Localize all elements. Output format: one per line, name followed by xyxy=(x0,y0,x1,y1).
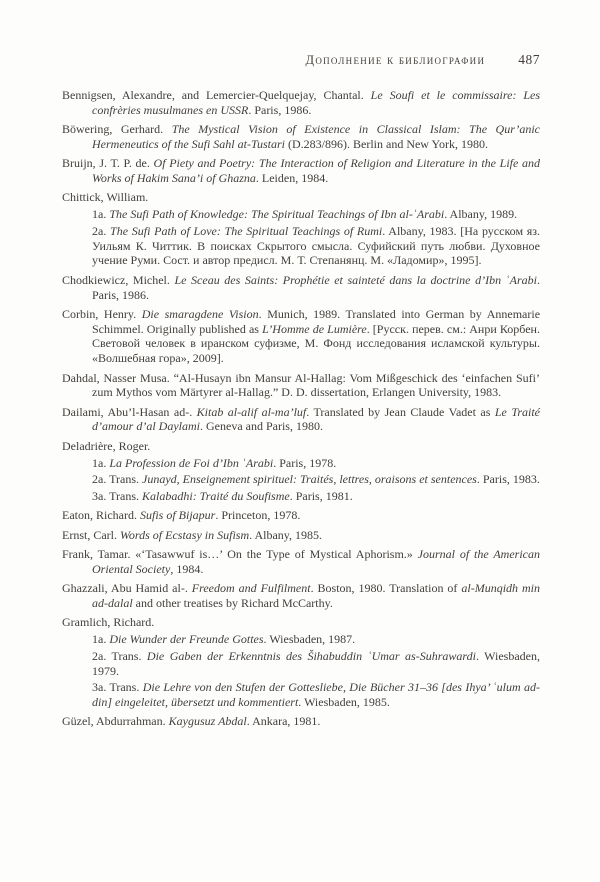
bib-entry-text: Deladrière, Roger. xyxy=(62,438,151,453)
bib-entry-text: Frank, Tamar. «‘Tasawwuf is…’ On the Type of Mystical Aphorism.» Journal of the American Oriental Society, 1984. xyxy=(62,547,540,576)
bib-entry-text: Dahdal, Nasser Musa. “Al-Husayn ibn Mansur Al-Hallag: Vom Mißgeschick des ‘einfachen Sufi’ zum Mythos vom Märtyrer al-Hallag.” D. D. dissertation, Erlangen University, 1983. xyxy=(62,370,540,400)
bib-entry xyxy=(62,581,540,611)
bib-entry xyxy=(62,190,540,268)
bib-entry-text: Corbin, Henry. Die smaragdene Vision. Munich, 1989. Translated into German by Annemarie Schimmel. Originally published as L’Homme de Lumière. [Русск. перев. см.: Анри Корбен. Световой человек в иранском суфизме, М. Фонд исследования исламской культуры. «Волшебная гора», 2009]. xyxy=(62,306,541,366)
bib-entry-text: Chodkiewicz, Michel. Le Sceau des Saints: Prophétie et sainteté dans la doctrine d’Ibn ʿArabi. Paris, 1986. xyxy=(62,272,540,302)
bib-entry-text: Dailami, Abu’l-Hasan ad-. Kitab al-alif al-ma’luf. Translated by Jean Claude Vadet as Le Traité d’amour d’al Daylami. Geneva and Paris, 1980. xyxy=(62,404,540,434)
bib-subentry-text: 1a. The Sufi Path of Knowledge: The Spiritual Teachings of Ibn al-ʿArabi. Albany, 1989. xyxy=(92,207,518,222)
bib-entry-text: Böwering, Gerhard. The Mystical Vision of Existence in Classical Islam: The Qur’anic Hermeneutics of the Sufi Sahl at-Tustari (D.283/896). Berlin and New York, 1980. xyxy=(62,122,540,151)
bibliography-list xyxy=(62,88,540,729)
bib-entry xyxy=(62,439,540,504)
bib-subentry-text: 3a. Trans. Kalabadhi: Traité du Soufisme. Paris, 1981. xyxy=(92,489,353,504)
bib-entry xyxy=(62,615,540,710)
bib-entry xyxy=(62,714,540,729)
bib-subentry-text: 2a. The Sufi Path of Love: The Spiritual Teachings of Rumi. Albany, 1983. [На русском яз. Уильям К. Читтик. В поисках Скрытого смысла. Суфийский путь любви. Духовное учение Руми. Сост. и автор предисл. М. Т. Степанянц. М. «Ладомир», 1995]. xyxy=(92,223,540,268)
bib-entry-text: Eaton, Richard. Sufis of Bijapur. Princeton, 1978. xyxy=(62,508,301,523)
bib-entry xyxy=(62,405,540,435)
bib-entry xyxy=(62,371,540,401)
bib-subentry-text: 2a. Trans. Junayd, Enseignement spirituel: Traités, lettres, oraisons et sentences. Paris, 1983. xyxy=(92,472,540,487)
bib-entry-text: Güzel, Abdurrahman. Kaygusuz Abdal. Ankara, 1981. xyxy=(62,714,321,729)
bib-entry-text: Chittick, William. xyxy=(62,190,149,205)
bib-subentry-text: 1a. Die Wunder der Freunde Gottes. Wiesbaden, 1987. xyxy=(92,632,356,646)
bib-entry-text: Bennigsen, Alexandre, and Lemercier-Quelquejay, Chantal. Le Soufi et le commissaire: Les confrèries musulmanes en USSR. Paris, 1986. xyxy=(62,88,540,117)
bib-subentry-text: 3a. Trans. Die Lehre von den Stufen der Gottesliebe, Die Bücher 31–36 [des Ihya’ ʿulum ad-din] eingeleitet, übersetzt und kommentiert. Wiesbaden, 1985. xyxy=(92,680,540,710)
bib-entry xyxy=(62,156,540,186)
bib-subentry-text: 2a. Trans. Die Gaben der Erkenntnis des Šihabuddin ʿUmar as-Suhrawardi. Wiesbaden, 1979. xyxy=(92,648,540,678)
bib-entry xyxy=(62,547,540,577)
page-number: 487 xyxy=(518,52,540,67)
bib-entry xyxy=(62,122,540,152)
running-header xyxy=(62,52,540,68)
bib-entry-text: Bruijn, J. T. P. de. Of Piety and Poetry: The Interaction of Religion and Literature in the Life and Works of Hakim Sana’i of Ghazna. Leiden, 1984. xyxy=(62,156,540,185)
bib-entry-text: Ghazzali, Abu Hamid al-. Freedom and Fulfilment. Boston, 1980. Translation of al-Munqidh min ad-dalal and other treatises by Richard McCarthy. xyxy=(62,581,540,610)
bib-entry xyxy=(62,88,540,118)
chapter-title: Дополнение к библиографии xyxy=(305,53,486,67)
bib-entry xyxy=(62,508,540,523)
bib-entry-text: Ernst, Carl. Words of Ecstasy in Sufism. Albany, 1985. xyxy=(62,527,323,542)
bib-entry xyxy=(62,307,540,366)
bib-entry xyxy=(62,528,540,543)
bib-entry xyxy=(62,273,540,303)
bib-subentry-text: 1a. La Profession de Foi d’Ibn ʿArabi. Paris, 1978. xyxy=(92,455,337,470)
bib-entry-text: Gramlich, Richard. xyxy=(62,615,155,630)
